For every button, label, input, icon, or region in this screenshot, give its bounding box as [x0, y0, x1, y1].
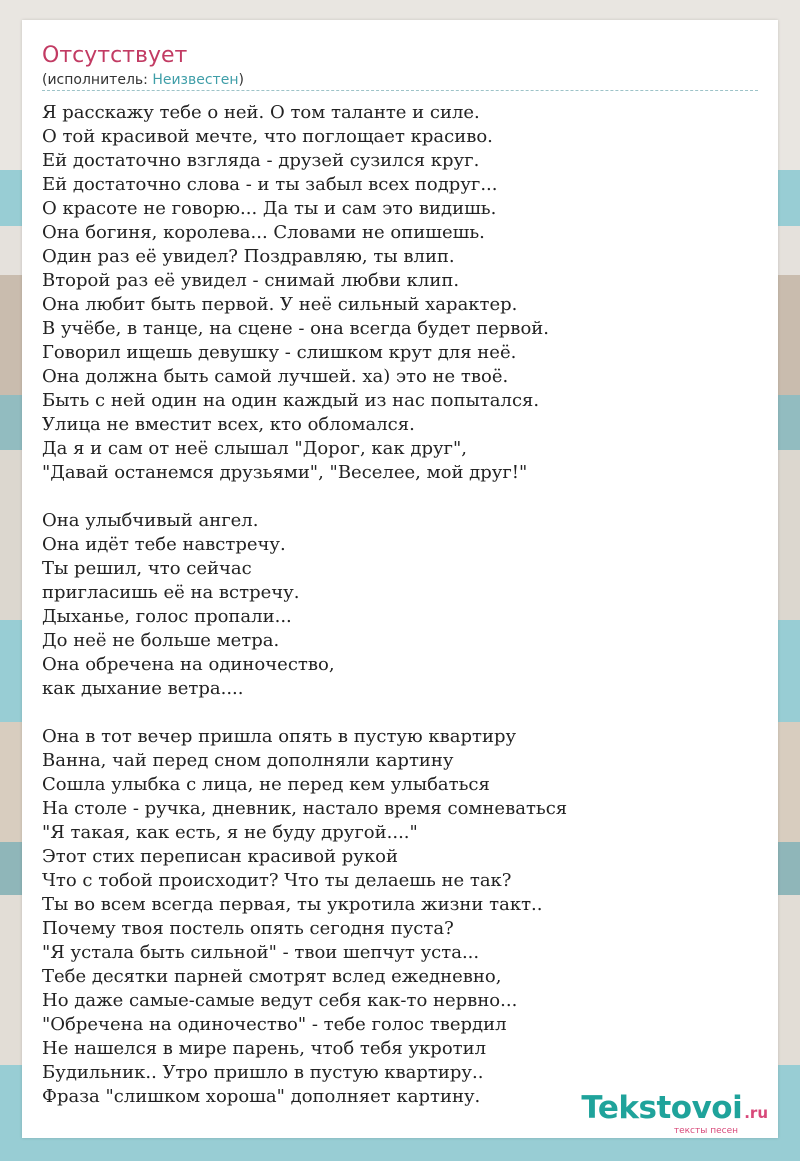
lyric-line: В учёбе, в танце, на сцене - она всегда будет первой.	[42, 318, 549, 339]
logo-wordmark	[581, 1091, 768, 1130]
stanza-break	[42, 485, 758, 509]
lyric-line: О красоте не говорю... Да ты и сам это видишь.	[42, 198, 497, 219]
lyric-line: Она обречена на одиночество,	[42, 654, 335, 675]
lyric-line: Ей достаточно взгляда - друзей сузился круг.	[42, 150, 480, 171]
artist-prefix: (исполнитель:	[42, 72, 153, 88]
lyric-line: Говорил ищешь девушку - слишком крут для неё.	[42, 342, 517, 363]
lyric-line: О той красивой мечте, что поглощает красиво.	[42, 126, 493, 147]
lyric-line: "Я устала быть сильной" - твои шепчут уста...	[42, 942, 480, 963]
site-logo[interactable]	[581, 1091, 768, 1136]
lyric-line: Дыханье, голос пропали...	[42, 606, 292, 627]
lyric-line: Ей достаточно слова - и ты забыл всех подруг...	[42, 174, 498, 195]
lyric-line: Но даже самые-самые ведут себя как-то нервно...	[42, 990, 518, 1011]
lyric-line: Я расскажу тебе о ней. О том таланте и силе.	[42, 102, 480, 123]
lyric-line: Она идёт тебе навстречу.	[42, 534, 286, 555]
lyric-line: Не нашелся в мире парень, чтоб тебя укротил	[42, 1038, 487, 1059]
lyric-line: Она должна быть самой лучшей. ха) это не твоё.	[42, 366, 509, 387]
lyric-line: Улица не вместит всех, кто обломался.	[42, 414, 415, 435]
lyric-line: Быть с ней один на один каждый из нас попытался.	[42, 390, 540, 411]
lyric-line: Тебе десятки парней смотрят вслед ежедневно,	[42, 966, 502, 987]
lyrics-card	[22, 20, 778, 1138]
lyric-line: Фраза "слишком хороша" дополняет картину.	[42, 1086, 481, 1107]
lyric-line: Второй раз её увидел - снимай любви клип.	[42, 270, 460, 291]
lyric-line: Ванна, чай перед сном дополняли картину	[42, 750, 454, 771]
lyric-line: До неё не больше метра.	[42, 630, 280, 651]
logo-tagline: тексты песен	[673, 1126, 738, 1136]
artist-suffix: )	[238, 72, 244, 88]
title-divider	[42, 90, 758, 91]
lyric-line: Она любит быть первой. У неё сильный характер.	[42, 294, 518, 315]
lyric-line: Ты во всем всегда первая, ты укротила жизни такт..	[42, 894, 543, 915]
lyric-line: "Я такая, как есть, я не буду другой...."	[42, 822, 418, 843]
lyric-line: Будильник.. Утро пришло в пустую квартиру..	[42, 1062, 484, 1083]
lyric-line: как дыхание ветра....	[42, 678, 244, 699]
lyric-line: На столе - ручка, дневник, настало время сомневаться	[42, 798, 568, 819]
lyric-line: пригласишь её на встречу.	[42, 582, 300, 603]
logo-domain: .ru	[744, 1104, 768, 1122]
lyric-line: Что с тобой происходит? Что ты делаешь не так?	[42, 870, 512, 891]
stanza-break	[42, 701, 758, 725]
lyric-line: Сошла улыбка с лица, не перед кем улыбаться	[42, 774, 490, 795]
lyric-line: "Давай останемся друзьями", "Веселее, мой друг!"	[42, 462, 528, 483]
lyric-line: Ты решил, что сейчас	[42, 558, 252, 579]
artist-link[interactable]: Неизвестен	[152, 72, 239, 88]
lyric-line: Один раз её увидел? Поздравляю, ты влип.	[42, 246, 455, 267]
lyric-line: Она в тот вечер пришла опять в пустую квартиру	[42, 726, 517, 747]
artist-line	[42, 71, 244, 89]
lyric-line: Да я и сам от неё слышал "Дорог, как друг",	[42, 438, 467, 459]
lyrics-text	[42, 101, 758, 1109]
lyric-line: "Обречена на одиночество" - тебе голос твердил	[42, 1014, 507, 1035]
lyric-line: Почему твоя постель опять сегодня пуста?	[42, 918, 454, 939]
lyric-line: Она богиня, королева... Словами не опишешь.	[42, 222, 485, 243]
song-title: Отсутствует	[42, 43, 188, 68]
logo-name: Tekstovoi	[581, 1090, 743, 1126]
lyric-line: Она улыбчивый ангел.	[42, 510, 259, 531]
lyric-line: Этот стих переписан красивой рукой	[42, 846, 398, 867]
